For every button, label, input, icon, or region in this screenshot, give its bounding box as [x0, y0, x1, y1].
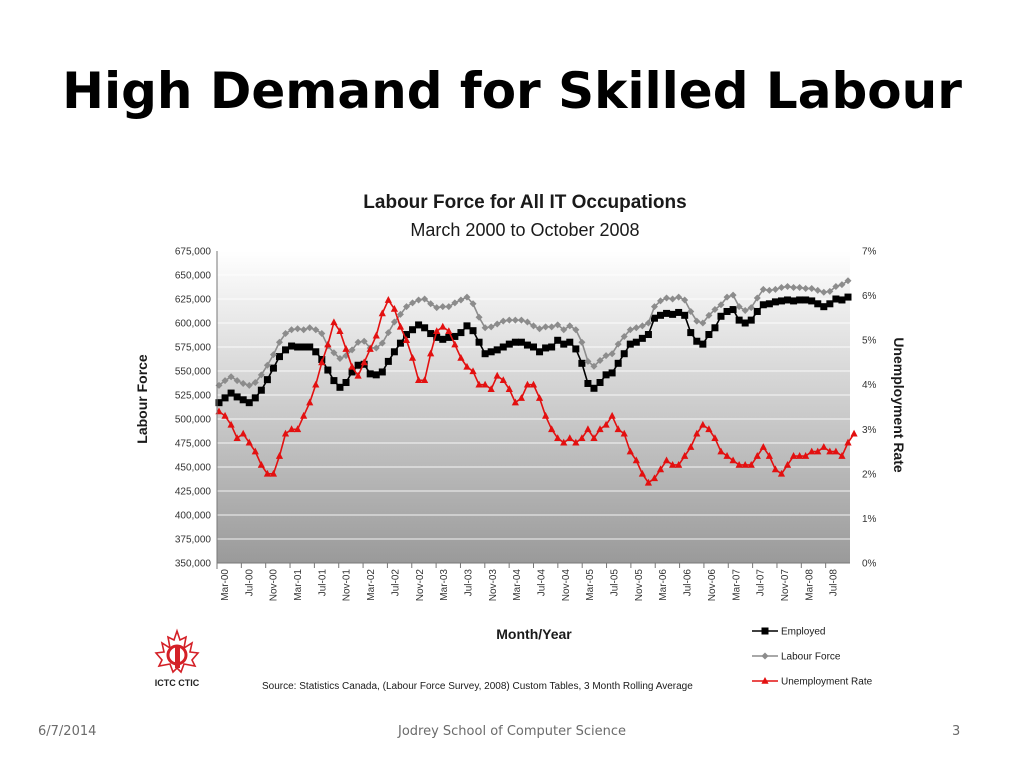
employed-point	[633, 339, 640, 346]
x-tick-label: Jul-07	[755, 569, 767, 597]
x-axis-title: Month/Year	[496, 626, 572, 642]
employed-point	[772, 298, 779, 305]
unemployment-rate-point	[850, 430, 857, 437]
employed-point	[566, 339, 573, 346]
employed-point	[228, 390, 235, 397]
x-tick-label: Mar-05	[585, 569, 597, 601]
employed-point	[621, 350, 628, 357]
x-tick-label: Nov-07	[779, 569, 791, 602]
employed-point	[421, 324, 428, 331]
employed-point	[312, 348, 319, 355]
employed-point	[524, 342, 531, 349]
y-tick-label: 375,000	[174, 534, 211, 546]
employed-point	[597, 379, 604, 386]
employed-point	[572, 345, 579, 352]
footer-center-text: Jodrey School of Computer Science	[397, 724, 627, 739]
employed-point	[258, 387, 265, 394]
employed-point	[482, 350, 489, 357]
x-tick-label: Jul-08	[828, 569, 840, 597]
y-tick-label: 400,000	[174, 510, 211, 522]
employed-point	[518, 339, 525, 346]
employed-point	[784, 296, 791, 303]
y2-tick-label: 6%	[862, 291, 877, 303]
employed-point	[730, 306, 737, 313]
employed-point	[427, 330, 434, 337]
employed-point	[276, 353, 283, 360]
employed-point	[494, 346, 501, 353]
employed-point	[343, 379, 350, 386]
employed-point	[355, 362, 362, 369]
x-tick-label: Jul-04	[536, 569, 548, 597]
employed-point	[542, 344, 549, 351]
x-tick-label: Nov-06	[706, 569, 718, 602]
employed-point	[379, 368, 386, 375]
employed-point	[615, 360, 622, 367]
y-tick-label: 650,000	[174, 270, 211, 282]
employed-point	[699, 341, 706, 348]
employed-point	[675, 309, 682, 316]
employed-point	[240, 396, 247, 403]
y-tick-label: 550,000	[174, 366, 211, 378]
employed-point	[294, 344, 301, 351]
employed-point	[306, 344, 313, 351]
employed-point	[590, 385, 597, 392]
footer-date: 6/7/2014	[38, 724, 97, 739]
employed-point	[754, 308, 761, 315]
employed-point	[845, 294, 852, 301]
y-tick-label: 600,000	[174, 318, 211, 330]
employed-point	[415, 321, 422, 328]
employed-point	[766, 300, 773, 307]
employed-point	[832, 296, 839, 303]
x-tick-label: Mar-01	[293, 569, 305, 601]
employed-point	[264, 376, 271, 383]
employed-point	[796, 296, 803, 303]
logo-text: ICTC CTIC	[154, 678, 200, 688]
employed-point	[373, 371, 380, 378]
y2-tick-label: 1%	[862, 513, 877, 525]
page-number: 3	[952, 724, 961, 739]
x-tick-label: Mar-06	[658, 569, 670, 601]
legend-label-labour-force: Labour Force	[781, 651, 841, 663]
y-tick-label: 525,000	[174, 390, 211, 402]
employed-point	[385, 358, 392, 365]
x-tick-label: Nov-02	[414, 569, 426, 602]
employed-point	[663, 310, 670, 317]
employed-point	[336, 384, 343, 391]
x-tick-label: Nov-03	[487, 569, 499, 602]
y2-tick-label: 3%	[862, 424, 877, 436]
employed-point	[554, 337, 561, 344]
legend-label-employed: Employed	[781, 626, 826, 638]
x-tick-label: Mar-04	[512, 569, 524, 601]
employed-point	[609, 369, 616, 376]
x-tick-label: Jul-00	[244, 569, 256, 597]
y-tick-label: 575,000	[174, 342, 211, 354]
slide-title: High Demand for Skilled Labour	[62, 62, 962, 120]
employed-point	[270, 365, 277, 372]
y-tick-label: 425,000	[174, 486, 211, 498]
x-tick-label: Nov-05	[633, 569, 645, 602]
employed-point	[826, 300, 833, 307]
employed-point	[470, 327, 477, 334]
x-tick-label: Jul-06	[682, 569, 694, 597]
employed-point	[439, 336, 446, 343]
employed-point	[814, 300, 821, 307]
employed-point	[693, 338, 700, 345]
employed-point	[687, 329, 694, 336]
employed-point	[252, 394, 259, 401]
employed-point	[820, 303, 827, 310]
employed-point	[288, 343, 295, 350]
employed-point	[603, 371, 610, 378]
employed-point	[651, 315, 658, 322]
employed-point	[488, 348, 495, 355]
employed-point	[500, 344, 507, 351]
employed-point	[391, 348, 398, 355]
employed-point	[506, 341, 513, 348]
x-tick-label: Jul-05	[609, 569, 621, 597]
x-tick-label: Nov-00	[268, 569, 280, 602]
x-tick-label: Jul-02	[390, 569, 402, 597]
y2-tick-label: 7%	[862, 246, 877, 258]
employed-point	[530, 344, 537, 351]
employed-point	[742, 320, 749, 327]
employed-point	[724, 308, 731, 315]
y2-tick-label: 2%	[862, 469, 877, 481]
employed-point	[222, 394, 229, 401]
employed-point	[778, 297, 785, 304]
y-tick-label: 500,000	[174, 414, 211, 426]
ictc-logo	[148, 628, 206, 690]
y2-tick-label: 5%	[862, 335, 877, 347]
y-tick-label: 475,000	[174, 438, 211, 450]
employed-point	[300, 344, 307, 351]
x-tick-label: Nov-04	[560, 569, 572, 602]
employed-point	[282, 346, 289, 353]
employed-point	[808, 297, 815, 304]
employed-point	[536, 348, 543, 355]
employed-point	[760, 301, 767, 308]
x-tick-label: Mar-00	[220, 569, 231, 601]
employed-point	[627, 341, 634, 348]
legend-label-unemployment-rate: Unemployment Rate	[781, 676, 873, 688]
employed-point	[711, 324, 718, 331]
y-axis-title: Labour Force	[134, 354, 150, 444]
employed-point	[717, 313, 724, 320]
x-tick-label: Mar-02	[366, 569, 378, 601]
x-tick-label: Mar-03	[439, 569, 451, 601]
y2-tick-label: 0%	[862, 558, 877, 570]
x-tick-label: Jul-01	[317, 569, 329, 597]
employed-point	[463, 322, 470, 329]
employed-point	[584, 380, 591, 387]
employed-point	[397, 340, 404, 347]
chart-subtitle: March 2000 to October 2008	[410, 220, 640, 240]
x-tick-label: Mar-07	[731, 569, 743, 601]
employed-point	[409, 326, 416, 333]
employed-point	[367, 370, 374, 377]
legend-marker-employed	[762, 628, 769, 635]
employed-point	[324, 367, 331, 374]
employed-point	[512, 339, 519, 346]
y2-tick-label: 4%	[862, 380, 877, 392]
employed-point	[645, 331, 652, 338]
x-tick-label: Nov-01	[341, 569, 353, 602]
employed-point	[802, 296, 809, 303]
source-note: Source: Statistics Canada, (Labour Force Survey, 2008) Custom Tables, 3 Month Rolling Average	[262, 681, 693, 692]
employed-point	[246, 399, 253, 406]
employed-point	[639, 335, 646, 342]
employed-point	[548, 344, 555, 351]
employed-point	[330, 377, 337, 384]
legend-marker-labour-force	[762, 653, 769, 660]
employed-point	[736, 317, 743, 324]
employed-point	[790, 297, 797, 304]
y-tick-label: 450,000	[174, 462, 211, 474]
employed-point	[578, 360, 585, 367]
y-tick-label: 675,000	[174, 246, 211, 258]
x-tick-label: Jul-03	[463, 569, 475, 597]
chart-title: Labour Force for All IT Occupations	[363, 192, 687, 213]
employed-point	[838, 296, 845, 303]
employed-point	[705, 331, 712, 338]
employed-point	[657, 312, 664, 319]
x-tick-label: Mar-08	[804, 569, 816, 601]
y2-axis-title: Unemployment Rate	[891, 337, 907, 473]
employed-point	[681, 312, 688, 319]
employed-point	[669, 311, 676, 318]
y-tick-label: 350,000	[174, 558, 211, 570]
employed-point	[457, 329, 464, 336]
employed-point	[234, 393, 241, 400]
employed-point	[748, 317, 755, 324]
employed-point	[560, 341, 567, 348]
employed-point	[476, 339, 483, 346]
maple-leaf-logo-icon	[148, 628, 206, 690]
y-tick-label: 625,000	[174, 294, 211, 306]
